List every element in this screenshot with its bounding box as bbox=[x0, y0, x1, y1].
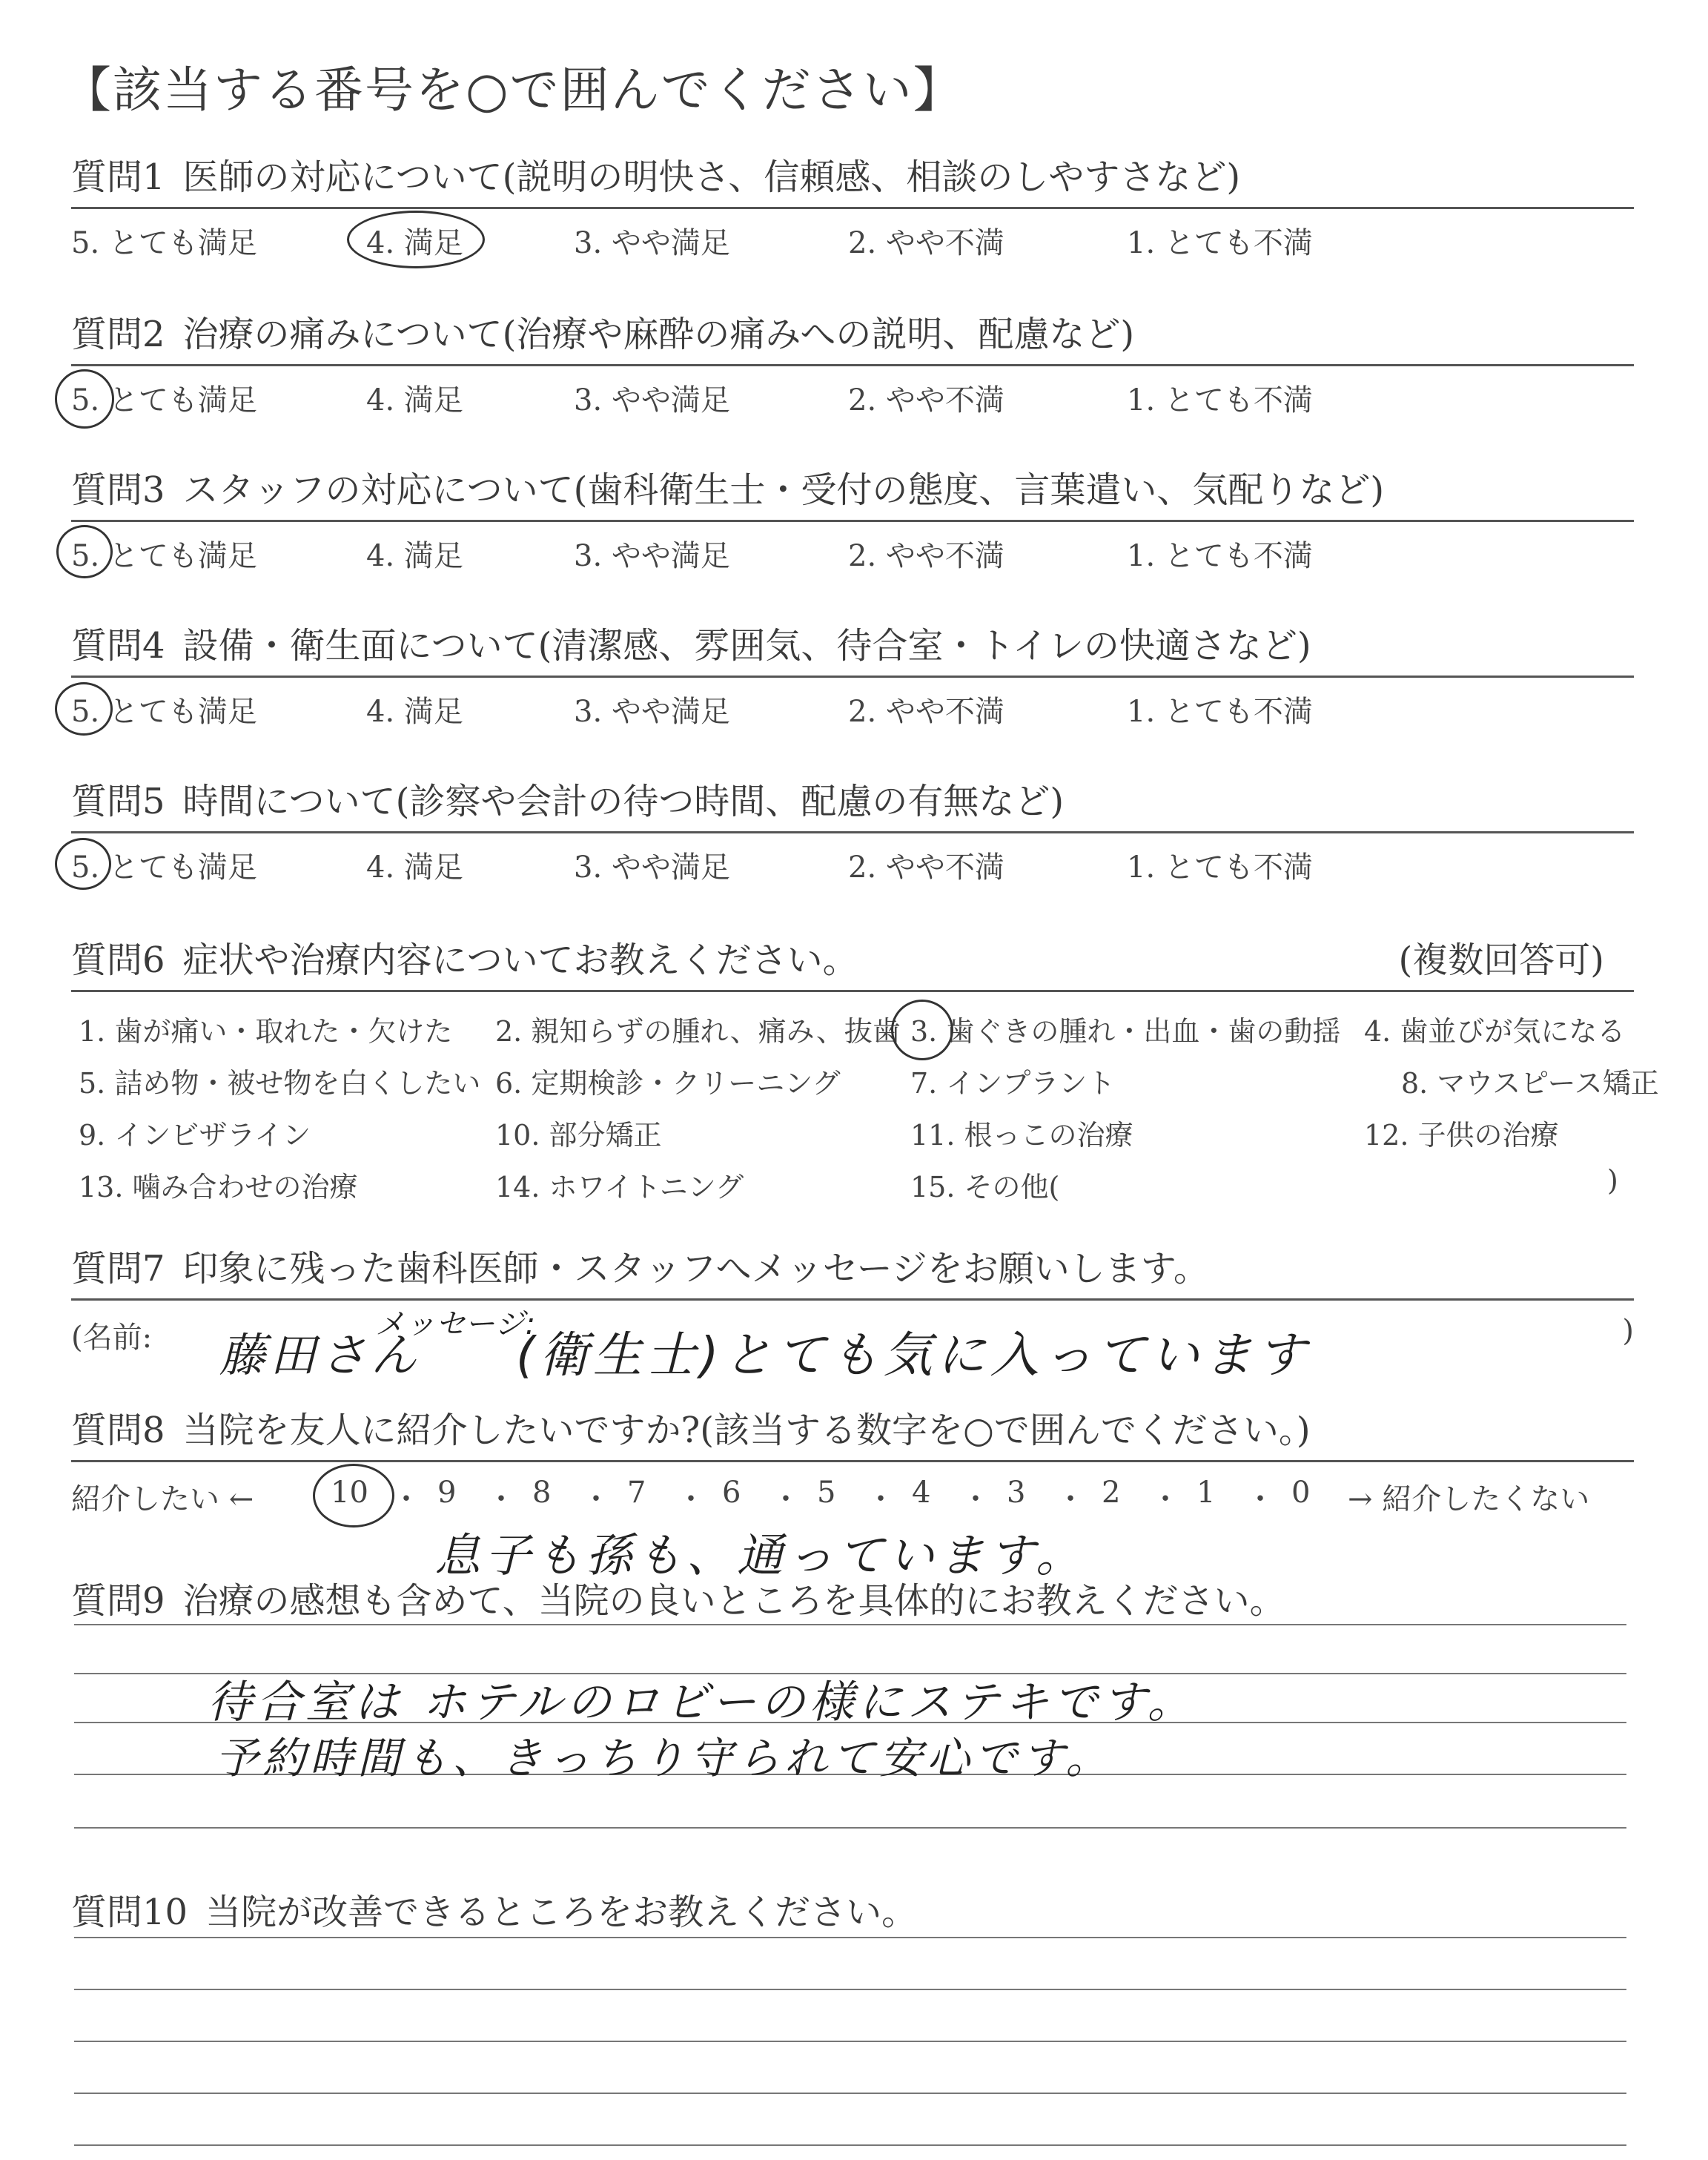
answer-line bbox=[74, 1624, 1626, 1625]
symptom-option[interactable]: 3. 歯ぐきの腫れ・出血・歯の動揺 bbox=[910, 1015, 1341, 1048]
answer-circle bbox=[347, 211, 485, 268]
answer-line bbox=[74, 2144, 1626, 2146]
question-text: 設備・衛生面について(清潔感、雰囲気、待合室・トイレの快適さなど) bbox=[182, 625, 1311, 667]
score-dot: ・ bbox=[1056, 1482, 1085, 1516]
answer-line bbox=[74, 1989, 1626, 1990]
option-1[interactable]: 1. とても不満 bbox=[1127, 539, 1313, 573]
option-5[interactable]: 5. とても満足 bbox=[71, 383, 257, 417]
symptom-option[interactable]: 9. インビザライン bbox=[79, 1119, 311, 1152]
question-text: 時間について(診察や会計の待つ時間、配慮の有無など) bbox=[182, 781, 1065, 822]
question-text: スタッフの対応について(歯科衛生士・受付の態度、言葉遣い、気配りなど) bbox=[182, 469, 1385, 511]
answer-line bbox=[74, 1827, 1626, 1829]
score-9[interactable]: 9 bbox=[437, 1476, 457, 1510]
score-5[interactable]: 5 bbox=[817, 1476, 836, 1510]
score-dot: ・ bbox=[1151, 1482, 1180, 1516]
answer-circle bbox=[56, 525, 113, 578]
symptom-option[interactable]: 11. 根っこの治療 bbox=[910, 1119, 1133, 1152]
question-10 bbox=[71, 1883, 1634, 1935]
score-7[interactable]: 7 bbox=[627, 1476, 646, 1510]
question-4 bbox=[71, 617, 1634, 730]
symptom-option[interactable]: 7. インプラント bbox=[910, 1067, 1116, 1100]
score-6[interactable]: 6 bbox=[722, 1476, 741, 1510]
symptom-option[interactable]: 14. ホワイトニング bbox=[495, 1171, 744, 1203]
option-3[interactable]: 3. やや満足 bbox=[574, 226, 730, 260]
not-recommend-label: → 紹介したくない bbox=[1348, 1482, 1590, 1516]
question-number: 質問9 bbox=[71, 1580, 165, 1622]
question-8 bbox=[71, 1401, 1634, 1582]
handwritten-answer-line-2: 予約時間も、きっちり守られて安心です。 bbox=[215, 1733, 1113, 1783]
option-4[interactable]: 4. 満足 bbox=[366, 383, 463, 417]
question-text: 治療の痛みについて(治療や麻酔の痛みへの説明、配慮など) bbox=[182, 314, 1135, 355]
question-text: 治療の感想も含めて、当院の良いところを具体的にお教えください。 bbox=[182, 1580, 1285, 1622]
score-0[interactable]: 0 bbox=[1291, 1476, 1311, 1510]
option-4[interactable]: 4. 満足 bbox=[366, 226, 463, 260]
symptom-option[interactable]: 12. 子供の治療 bbox=[1364, 1119, 1559, 1152]
score-8[interactable]: 8 bbox=[532, 1476, 552, 1510]
option-1[interactable]: 1. とても不満 bbox=[1127, 383, 1313, 417]
question-text: 医師の対応について(説明の明快さ、信頼感、相談のしやすさなど) bbox=[182, 156, 1241, 198]
other-close-paren: ) bbox=[1607, 1164, 1618, 1197]
handwritten-message: (衛生士)とても気に入っています bbox=[516, 1327, 1311, 1384]
form-title: 【該当する番号を○で囲んでください】 bbox=[62, 62, 964, 119]
option-3[interactable]: 3. やや満足 bbox=[574, 383, 730, 417]
option-2[interactable]: 2. やや不満 bbox=[848, 226, 1004, 260]
question-2 bbox=[71, 305, 1634, 418]
answer-line bbox=[74, 2093, 1626, 2094]
question-number: 質問10 bbox=[71, 1892, 188, 1933]
score-dot: ・ bbox=[1245, 1482, 1275, 1516]
answer-circle bbox=[55, 838, 111, 890]
score-dot: ・ bbox=[676, 1482, 706, 1516]
symptom-option[interactable]: 4. 歯並びが気になる bbox=[1364, 1015, 1626, 1048]
option-1[interactable]: 1. とても不満 bbox=[1127, 695, 1313, 729]
option-4[interactable]: 4. 満足 bbox=[366, 539, 463, 573]
score-10[interactable]: 10 bbox=[331, 1476, 368, 1510]
option-3[interactable]: 3. やや満足 bbox=[574, 695, 730, 729]
question-number: 質問8 bbox=[71, 1410, 165, 1451]
symptom-option[interactable]: 6. 定期検診・クリーニング bbox=[495, 1067, 841, 1100]
message-close-paren: ) bbox=[1622, 1314, 1634, 1348]
handwritten-name: 藤田さん bbox=[219, 1328, 422, 1382]
question-1 bbox=[71, 148, 1634, 261]
option-3[interactable]: 3. やや満足 bbox=[574, 539, 730, 573]
score-4[interactable]: 4 bbox=[912, 1476, 931, 1510]
score-dot: ・ bbox=[961, 1482, 990, 1516]
question-3 bbox=[71, 461, 1634, 574]
answer-circle bbox=[55, 682, 113, 736]
question-number: 質問7 bbox=[71, 1248, 165, 1289]
symptom-option[interactable]: 8. マウスピース矯正 bbox=[1401, 1067, 1659, 1100]
question-number: 質問6 bbox=[71, 939, 165, 981]
option-4[interactable]: 4. 満足 bbox=[366, 851, 463, 885]
option-1[interactable]: 1. とても不満 bbox=[1127, 851, 1313, 885]
score-3[interactable]: 3 bbox=[1007, 1476, 1026, 1510]
option-1[interactable]: 1. とても不満 bbox=[1127, 226, 1313, 260]
symptom-option[interactable]: 10. 部分矯正 bbox=[495, 1119, 662, 1152]
answer-circle bbox=[891, 1000, 953, 1060]
question-number: 質問2 bbox=[71, 314, 165, 355]
question-text: 症状や治療内容についてお教えください。 bbox=[182, 939, 858, 981]
score-dot: ・ bbox=[866, 1482, 896, 1516]
option-2[interactable]: 2. やや不満 bbox=[848, 539, 1004, 573]
option-5[interactable]: 5. とても満足 bbox=[71, 226, 257, 260]
question-5 bbox=[71, 773, 1634, 885]
option-2[interactable]: 2. やや不満 bbox=[848, 383, 1004, 417]
handwritten-comment: 息子も孫も、通っています。 bbox=[434, 1528, 1087, 1582]
symptom-option-other[interactable]: 15. その他( bbox=[910, 1171, 1060, 1203]
symptom-option[interactable]: 1. 歯が痛い・取れた・欠けた bbox=[79, 1015, 453, 1048]
multiple-answers-note: (複数回答可) bbox=[1398, 939, 1604, 981]
symptom-option[interactable]: 13. 噛み合わせの治療 bbox=[79, 1171, 358, 1203]
symptom-option[interactable]: 5. 詰め物・被せ物を白くしたい bbox=[79, 1067, 481, 1100]
score-dot: ・ bbox=[771, 1482, 801, 1516]
name-label: (名前: bbox=[71, 1321, 153, 1355]
question-number: 質問3 bbox=[71, 469, 165, 511]
option-3[interactable]: 3. やや満足 bbox=[574, 851, 730, 885]
score-2[interactable]: 2 bbox=[1102, 1476, 1121, 1510]
question-number: 質問5 bbox=[71, 781, 165, 822]
option-5[interactable]: 5. とても満足 bbox=[71, 539, 257, 573]
question-9 bbox=[71, 1572, 1634, 1623]
option-2[interactable]: 2. やや不満 bbox=[848, 851, 1004, 885]
score-1[interactable]: 1 bbox=[1196, 1476, 1216, 1510]
answer-line bbox=[74, 2041, 1626, 2042]
score-dot: ・ bbox=[581, 1482, 611, 1516]
question-text: 印象に残った歯科医師・スタッフへメッセージをお願いします。 bbox=[182, 1248, 1209, 1289]
answer-line bbox=[74, 1937, 1626, 1938]
symptom-option[interactable]: 2. 親知らずの腫れ、痛み、抜歯 bbox=[495, 1015, 901, 1048]
question-6 bbox=[71, 931, 1659, 1207]
question-number: 質問1 bbox=[71, 156, 165, 198]
answer-circle bbox=[313, 1464, 394, 1527]
option-5[interactable]: 5. とても満足 bbox=[71, 851, 257, 885]
option-2[interactable]: 2. やや不満 bbox=[848, 695, 1004, 729]
question-text: 当院を友人に紹介したいですか?(該当する数字を○で囲んでください。) bbox=[182, 1410, 1311, 1451]
question-text: 当院が改善できるところをお教えください。 bbox=[205, 1892, 918, 1933]
question-number: 質問4 bbox=[71, 625, 165, 667]
recommend-label: 紹介したい ← bbox=[71, 1482, 254, 1516]
score-dot: ・ bbox=[391, 1482, 421, 1516]
option-4[interactable]: 4. 満足 bbox=[366, 695, 463, 729]
answer-circle bbox=[55, 369, 114, 429]
score-dot: ・ bbox=[486, 1482, 516, 1516]
question-7 bbox=[71, 1240, 1634, 1382]
handwritten-answer-line-1: 待合室は ホテルのロビーの様にステキです。 bbox=[208, 1677, 1196, 1728]
option-5[interactable]: 5. とても満足 bbox=[71, 695, 257, 729]
handwritten-message-label: メッセージ: bbox=[375, 1307, 537, 1341]
